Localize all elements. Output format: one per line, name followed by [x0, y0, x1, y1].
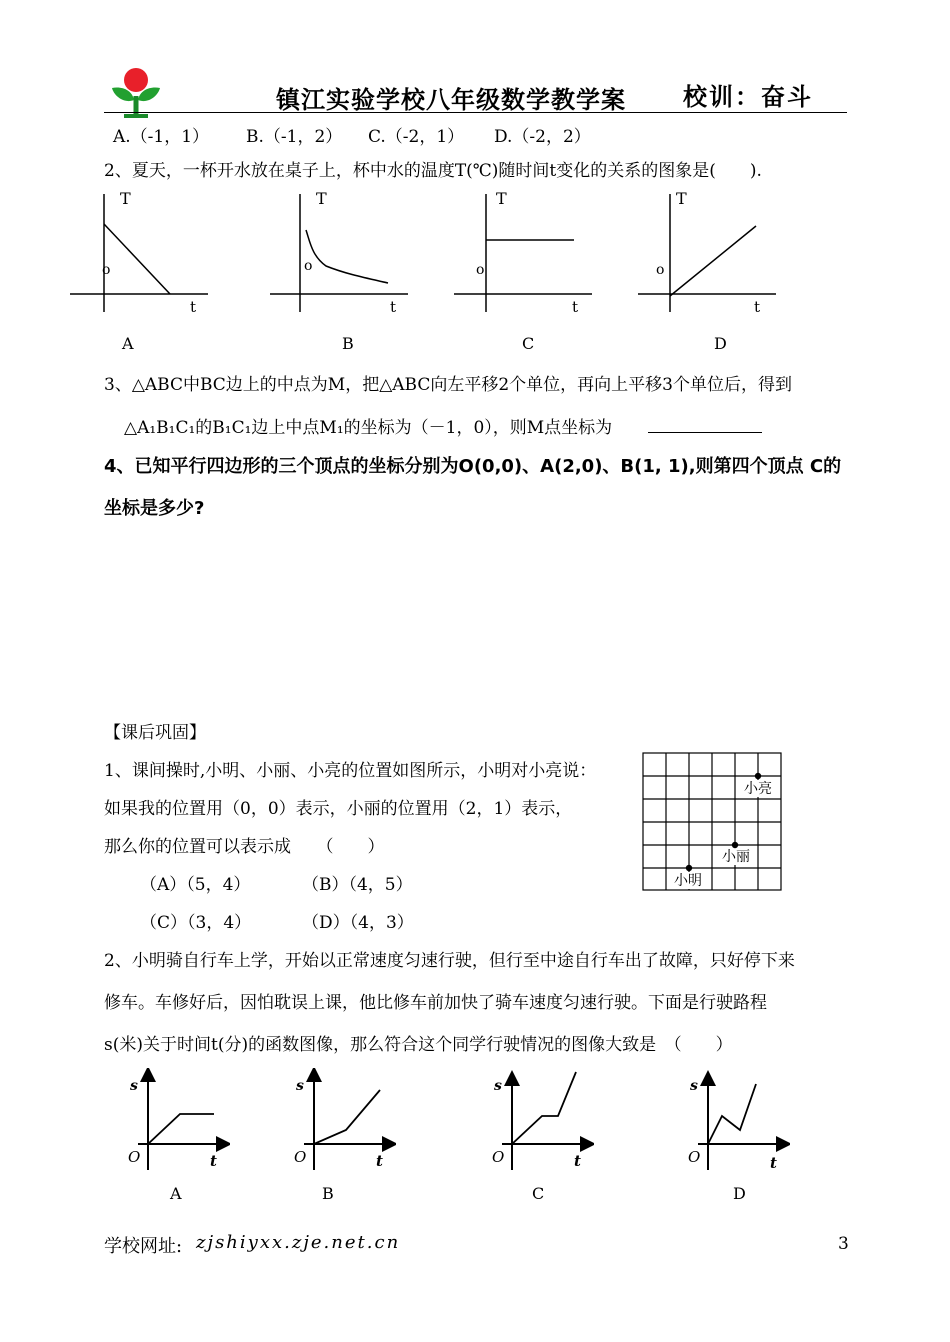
q2-a-origin: o [102, 262, 111, 278]
q2-b-x-label: t [390, 298, 397, 316]
p2-a-x-label: t [210, 1152, 217, 1170]
q2-graph-a [66, 186, 216, 320]
p2-graph-c-id: C [532, 1184, 545, 1203]
p2-d-y-label: s [690, 1078, 698, 1094]
q2-graph-d [634, 186, 784, 320]
p2-b-x-label: t [376, 1152, 383, 1170]
p2-c-x-label: t [574, 1152, 581, 1170]
footer-label: 学校网址: [104, 1236, 183, 1257]
q2-b-y-label: T [316, 189, 327, 208]
p2-graph-b [286, 1068, 396, 1178]
q2-d-origin: o [656, 262, 665, 278]
p2-graph-a [120, 1068, 230, 1178]
p2-c-y-label: s [494, 1078, 502, 1094]
p1-line3: 那么你的位置可以表示成 （ ） [104, 837, 385, 857]
header-rule [104, 112, 847, 113]
xiaoming-point [686, 865, 692, 871]
q2-graph-d-id: D [714, 334, 727, 353]
q2-d-x-label: t [754, 298, 761, 316]
p2-d-origin: O [688, 1148, 701, 1166]
p2-line3: s(米)关于时间t(分)的函数图像，那么符合这个同学行驶情况的图像大致是 （ ） [104, 1035, 733, 1055]
p2-a-origin: O [128, 1148, 141, 1166]
q2-a-y-label: T [120, 189, 131, 208]
q1-option-d: D.（-2，2） [494, 127, 591, 147]
p2-graph-c [484, 1068, 594, 1178]
xiaoliang-label: 小亮 [744, 781, 772, 797]
p2-graph-b-id: B [322, 1184, 334, 1203]
p1-line1: 1、课间操时,小明、小丽、小亮的位置如图所示，小明对小亮说： [104, 761, 597, 781]
q2-question: 2、夏天，一杯开水放在桌子上，杯中水的温度T(℃)随时间t变化的关系的图象是( ). [104, 161, 762, 181]
q2-b-origin: o [304, 258, 313, 274]
xiaoming-label: 小明 [674, 873, 702, 889]
q3-line1: 3、△ABC中BC边上的中点为M，把△ABC向左平移2个单位，再向上平移3个单位后，得到 [104, 375, 793, 395]
q1-option-a: A.（-1，1） [113, 127, 210, 147]
p2-graph-d-id: D [733, 1184, 746, 1203]
p2-c-origin: O [492, 1148, 505, 1166]
q1-option-b: B.（-1，2） [246, 127, 343, 147]
p2-graph-d [680, 1068, 790, 1178]
p1-option-b: （B）（4，5） [302, 875, 413, 895]
footer-url[interactable]: zjshiyxx.zje.net.cn [196, 1232, 401, 1253]
page-number: 3 [838, 1234, 849, 1254]
q2-c-origin: o [476, 262, 485, 278]
q3-line2: △A₁B₁C₁的B₁C₁边上中点M₁的坐标为（－1，0），则M点坐标为 [124, 418, 613, 438]
p2-line1: 2、小明骑自行车上学，开始以正常速度匀速行驶，但行至中途自行车出了故障，只好停下来 [104, 951, 795, 971]
xiaoli-label: 小丽 [722, 849, 750, 865]
q2-graph-a-id: A [122, 334, 134, 353]
p1-line2: 如果我的位置用（0，0）表示，小丽的位置用（2，1）表示， [104, 799, 573, 819]
p2-a-y-label: s [130, 1078, 138, 1094]
q2-graph-b-id: B [342, 334, 354, 353]
q1-option-c: C.（-2，1） [368, 127, 465, 147]
q2-graph-c [450, 186, 600, 320]
p2-graph-a-id: A [170, 1184, 182, 1203]
school-motto: 校训：奋斗 [683, 82, 813, 111]
q2-graph-c-id: C [522, 334, 535, 353]
q2-c-y-label: T [496, 189, 507, 208]
q2-graph-b [266, 186, 416, 320]
q2-c-x-label: t [572, 298, 579, 316]
school-title: 镇江实验学校八年级数学教学案 [276, 85, 626, 114]
p1-option-d: （D）（4，3） [302, 913, 414, 933]
p2-line2: 修车。车修好后，因怕耽误上课，他比修车前加快了骑车速度匀速行驶。下面是行驶路程 [104, 993, 767, 1013]
xiaoli-point [732, 842, 738, 848]
p2-d-x-label: t [770, 1154, 777, 1172]
q3-answer-blank[interactable] [648, 432, 762, 433]
q4-line1: 4、已知平行四边形的三个顶点的坐标分别为O(0,0)、A(2,0)、B(1, 1),则第四个顶点 C的 [104, 456, 842, 477]
p1-option-c: （C）（3，4） [140, 913, 252, 933]
q4-line2: 坐标是多少? [104, 498, 205, 519]
p2-b-origin: O [294, 1148, 307, 1166]
q2-d-y-label: T [676, 189, 687, 208]
q2-a-x-label: t [190, 298, 197, 316]
p2-b-y-label: s [296, 1078, 304, 1094]
xiaoliang-point [755, 773, 761, 779]
position-grid [642, 752, 786, 894]
p1-option-a: （A）（5，4） [140, 875, 251, 895]
section-title: 【课后巩固】 [104, 723, 206, 743]
